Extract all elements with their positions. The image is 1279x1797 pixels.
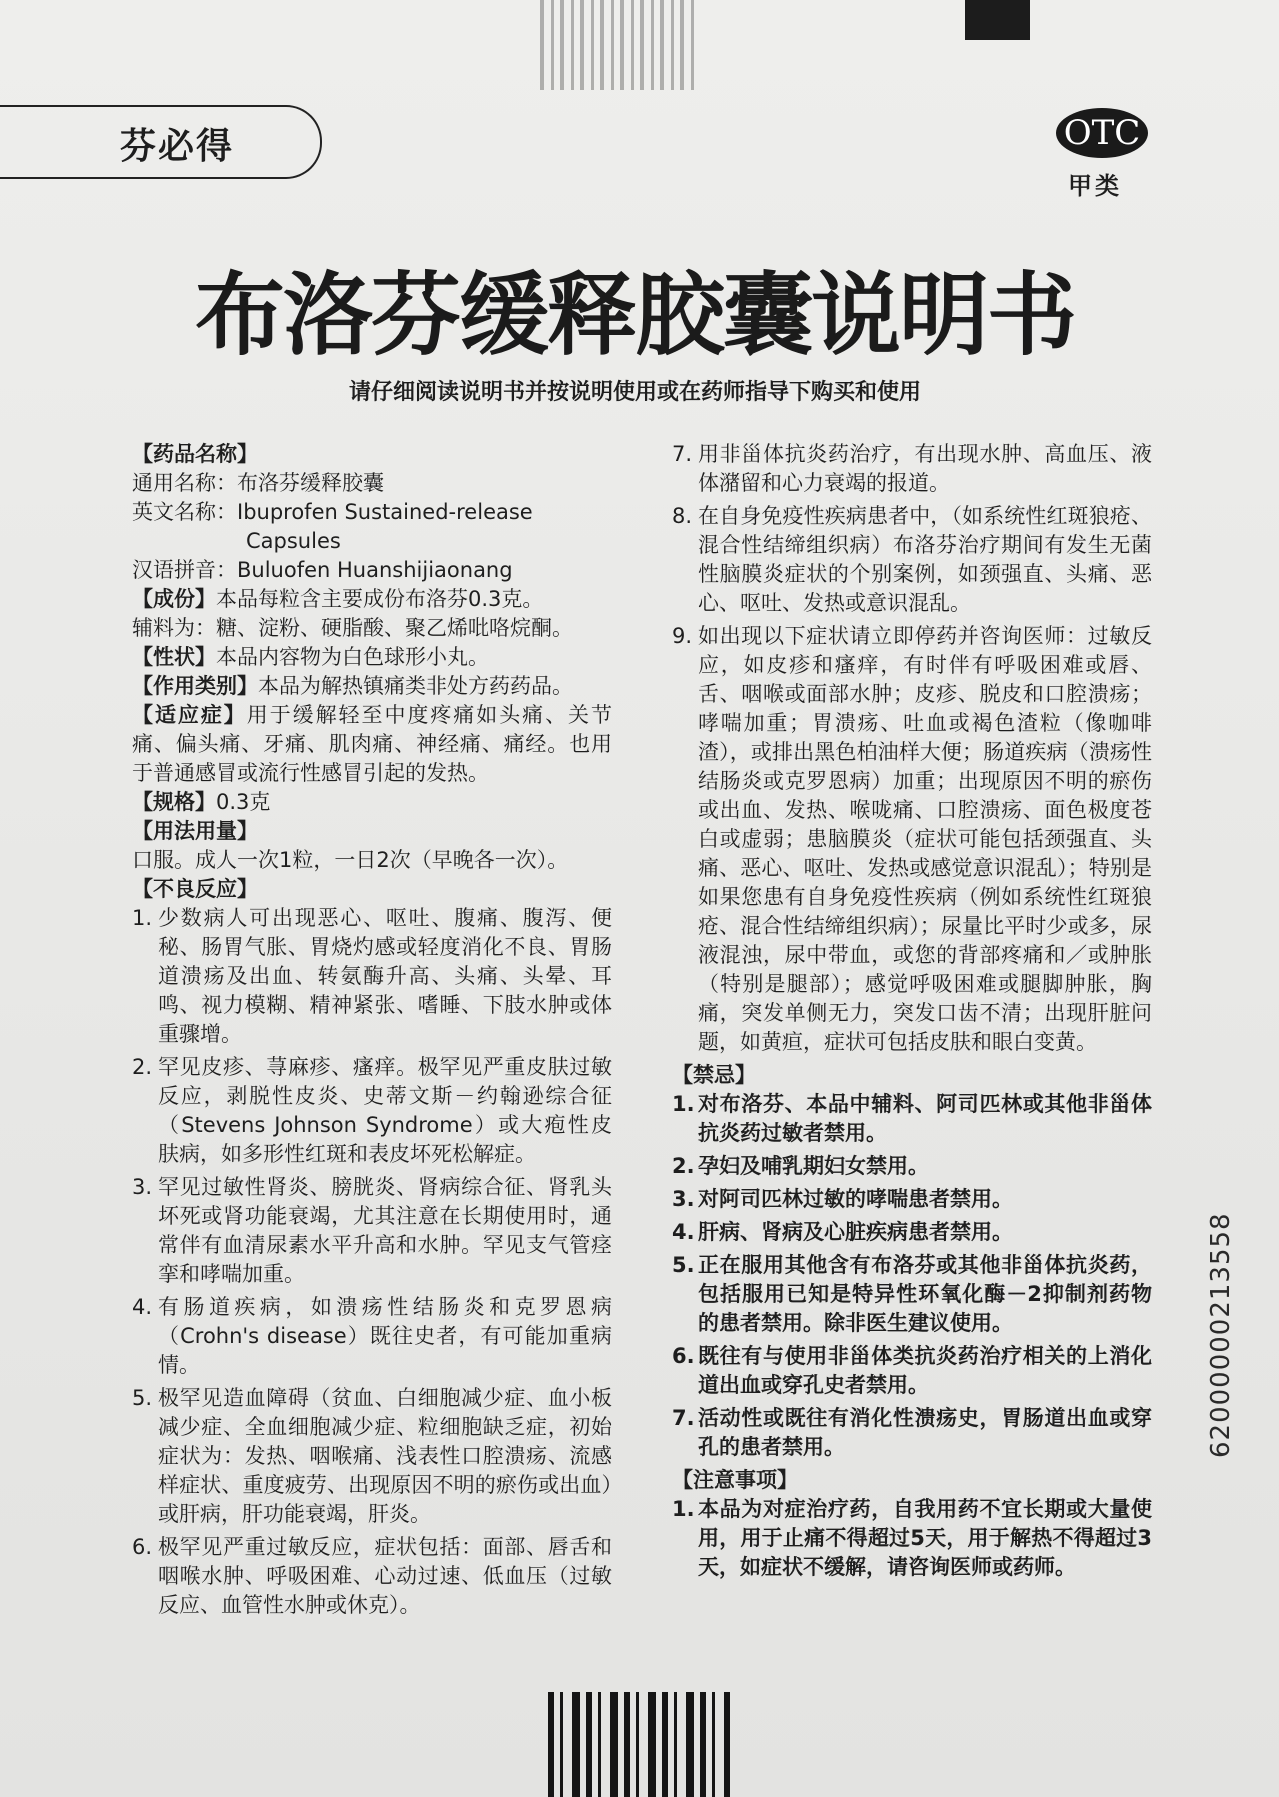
spec-text: 0.3克: [216, 790, 271, 814]
list-item: [672, 1090, 1152, 1148]
list-item-number: 2.: [132, 1055, 153, 1079]
list-item-text: 极罕见造血障碍（贫血、白细胞减少症、血小板减少症、全血细胞减少症、粒细胞缺乏症，初始症状为：发热、咽喉痛、浅表性口腔溃疡、流感样症状、重度疲劳、出现原因不明的瘀伤或出血）或肝病，肝功能衰竭，肝炎。: [158, 1386, 612, 1526]
list-item-text: 极罕见严重过敏反应，症状包括：面部、唇舌和咽喉水肿、呼吸困难、心动过速、低血压（过敏反应、血管性水肿或休克）。: [158, 1535, 612, 1617]
page-title: 布洛芬缓释胶囊说明书: [195, 263, 1075, 368]
english-name: 英文名称：Ibuprofen Sustained-release: [132, 500, 533, 524]
indications-text: 用于缓解轻至中度疼痛如头痛、关节痛、偏头痛、牙痛、肌肉痛、神经痛、痛经。也用于普通感冒或流行性感冒引起的发热。: [132, 703, 612, 785]
list-item-text: 在自身免疫性疾病患者中，（如系统性红斑狼疮、混合性结缔组织病）布洛芬治疗期间有发生无菌性脑膜炎症状的个别案例，如颈强直、头痛、恶心、呕吐、发热或意识混乱。: [698, 504, 1152, 615]
brand-name: 芬必得: [120, 126, 235, 167]
list-item-number: 3.: [132, 1175, 153, 1199]
list-item: [132, 904, 612, 1049]
generic-name: 通用名称：布洛芬缓释胶囊: [132, 471, 384, 495]
list-item: [132, 1173, 612, 1289]
list-item-number: 8.: [672, 504, 693, 528]
list-item-number: 5.: [132, 1386, 153, 1410]
side-product-code: 62000000213558: [1206, 1212, 1236, 1458]
list-item: [672, 1495, 1152, 1582]
section-header-drug-name: 【药品名称】: [132, 442, 258, 466]
list-item-text: 活动性或既往有消化性溃疡史，胃肠道出血或穿孔的患者禁用。: [698, 1406, 1152, 1459]
precautions-list: [672, 1495, 1152, 1582]
pinyin-name: 汉语拼音：Buluofen Huanshijiaonang: [132, 558, 513, 582]
list-item-number: 1.: [672, 1497, 695, 1521]
list-item-text: 既往有与使用非甾体类抗炎药治疗相关的上消化道出血或穿孔史者禁用。: [698, 1344, 1152, 1397]
english-name-cont: Capsules: [246, 529, 341, 553]
list-item: [672, 622, 1152, 1057]
list-item: [672, 1152, 1152, 1181]
list-item: [672, 502, 1152, 618]
list-item-number: 6.: [132, 1535, 153, 1559]
excipients-text: 辅料为：糖、淀粉、硬脂酸、聚乙烯吡咯烷酮。: [132, 616, 573, 640]
list-item-number: 7.: [672, 442, 693, 466]
bottom-barcode: [548, 1692, 730, 1797]
list-item: [672, 1342, 1152, 1400]
section-header-notes: 【注意事项】: [672, 1468, 798, 1492]
section-header-category: 【作用类别】: [132, 674, 258, 698]
list-item: [132, 1053, 612, 1169]
list-item-text: 罕见皮疹、荨麻疹、瘙痒。极罕见严重皮肤过敏反应，剥脱性皮炎、史蒂文斯－约翰逊综合征（Stevens Johnson Syndrome）或大疱性皮肤病，如多形性红斑和表皮坏死松解症。: [158, 1055, 612, 1166]
left-column: [132, 440, 612, 1624]
list-item: [672, 1185, 1152, 1214]
list-item-number: 1.: [672, 1092, 695, 1116]
list-item-number: 7.: [672, 1406, 695, 1430]
list-item-text: 罕见过敏性肾炎、膀胱炎、肾病综合征、肾乳头坏死或肾功能衰竭，尤其注意在长期使用时，通常伴有血清尿素水平升高和水肿。罕见支气管痉挛和哮喘加重。: [158, 1175, 612, 1286]
category-text: 本品为解热镇痛类非处方药药品。: [258, 674, 573, 698]
appearance-block: [132, 643, 612, 672]
list-item-text: 对阿司匹林过敏的哮喘患者禁用。: [698, 1187, 1013, 1211]
usage-text: 口服。成人一次1粒，一日2次（早晚各一次）。: [132, 848, 569, 872]
list-item-text: 如出现以下症状请立即停药并咨询医师：过敏反应，如皮疹和瘙痒，有时伴有呼吸困难或唇、舌、咽喉或面部水肿；皮疹、脱皮和口腔溃疡；哮喘加重；胃溃疡、吐血或褐色渣粒（像咖啡渣），或排出黑色柏油样大便；肠道疾病（溃疡性结肠炎或克罗恩病）加重；出现原因不明的瘀伤或出血、发热、喉咙痛、口腔溃疡、面色极度苍白或虚弱；患脑膜炎（症状可能包括颈强直、头痛、恶心、呕吐、发热或感觉意识混乱）；特别是如果您患有自身免疫性疾病（例如系统性红斑狼疮、混合性结缔组织病）；尿量比平时少或多，尿液混浊，尿中带血，或您的背部疼痛和／或肿胀（特别是腿部）；感觉呼吸困难或腿脚肿胀，胸痛，突发单侧无力，突发口齿不清；出现肝脏问题，如黄疸，症状可包括皮肤和眼白变黄。: [698, 624, 1152, 1054]
list-item: [672, 1251, 1152, 1338]
list-item-text: 肝病、肾病及心脏疾病患者禁用。: [698, 1220, 1013, 1244]
list-item: [132, 1533, 612, 1620]
list-item-number: 6.: [672, 1344, 695, 1368]
list-item: [672, 1404, 1152, 1462]
contraindications-list: [672, 1090, 1152, 1462]
otc-badge: OTC: [1056, 108, 1148, 158]
list-item-number: 9.: [672, 624, 693, 648]
section-header-adverse: 【不良反应】: [132, 877, 258, 901]
adverse-reactions-list-cont: [672, 440, 1152, 1057]
section-header-ingredients: 【成份】: [132, 587, 216, 611]
list-item-text: 用非甾体抗炎药治疗，有出现水肿、高血压、液体潴留和心力衰竭的报道。: [698, 442, 1152, 495]
spec-block: [132, 788, 612, 817]
list-item-text: 少数病人可出现恶心、呕吐、腹痛、腹泻、便秘、肠胃气胀、胃烧灼感或轻度消化不良、胃肠道溃疡及出血、转氨酶升高、头痛、头晕、耳鸣、视力模糊、精神紧张、嗜睡、下肢水肿或体重骤增。: [158, 906, 612, 1046]
section-header-indications: 【适应症】: [132, 703, 247, 727]
list-item-text: 对布洛芬、本品中辅料、阿司匹林或其他非甾体抗炎药过敏者禁用。: [698, 1092, 1152, 1145]
ingredients-text: 本品每粒含主要成份布洛芬0.3克。: [216, 587, 544, 611]
list-item: [672, 440, 1152, 498]
page-subtitle: 请仔细阅读说明书并按说明使用或在药师指导下购买和使用: [348, 380, 921, 405]
section-header-appearance: 【性状】: [132, 645, 216, 669]
list-item-number: 4.: [672, 1220, 695, 1244]
top-barcode-bleed: [540, 0, 700, 90]
ingredients-block: [132, 585, 612, 614]
top-black-tab: [965, 0, 1030, 40]
list-item-text: 正在服用其他含有布洛芬或其他非甾体抗炎药，包括服用已知是特异性环氧化酶－2抑制剂药物的患者禁用。除非医生建议使用。: [698, 1253, 1152, 1335]
section-header-spec: 【规格】: [132, 790, 216, 814]
indications-block: [132, 701, 612, 788]
appearance-text: 本品内容物为白色球形小丸。: [216, 645, 489, 669]
section-header-usage: 【用法用量】: [132, 819, 258, 843]
category-block: [132, 672, 612, 701]
section-header-contraindications: 【禁忌】: [672, 1063, 756, 1087]
otc-class-label: 甲类: [1068, 172, 1122, 200]
list-item: [132, 1293, 612, 1380]
list-item-number: 3.: [672, 1187, 695, 1211]
list-item-text: 有肠道疾病，如溃疡性结肠炎和克罗恩病（Crohn's disease）既往史者，有可能加重病情。: [158, 1295, 612, 1377]
list-item: [132, 1384, 612, 1529]
list-item-number: 2.: [672, 1154, 695, 1178]
list-item-text: 本品为对症治疗药，自我用药不宜长期或大量使用，用于止痛不得超过5天，用于解热不得超过3天，如症状不缓解，请咨询医师或药师。: [698, 1497, 1152, 1579]
list-item-number: 5.: [672, 1253, 695, 1277]
list-item-text: 孕妇及哺乳期妇女禁用。: [698, 1154, 929, 1178]
right-column: [672, 440, 1152, 1586]
list-item-number: 1.: [132, 906, 153, 930]
list-item: [672, 1218, 1152, 1247]
list-item-number: 4.: [132, 1295, 153, 1319]
adverse-reactions-list: [132, 904, 612, 1620]
